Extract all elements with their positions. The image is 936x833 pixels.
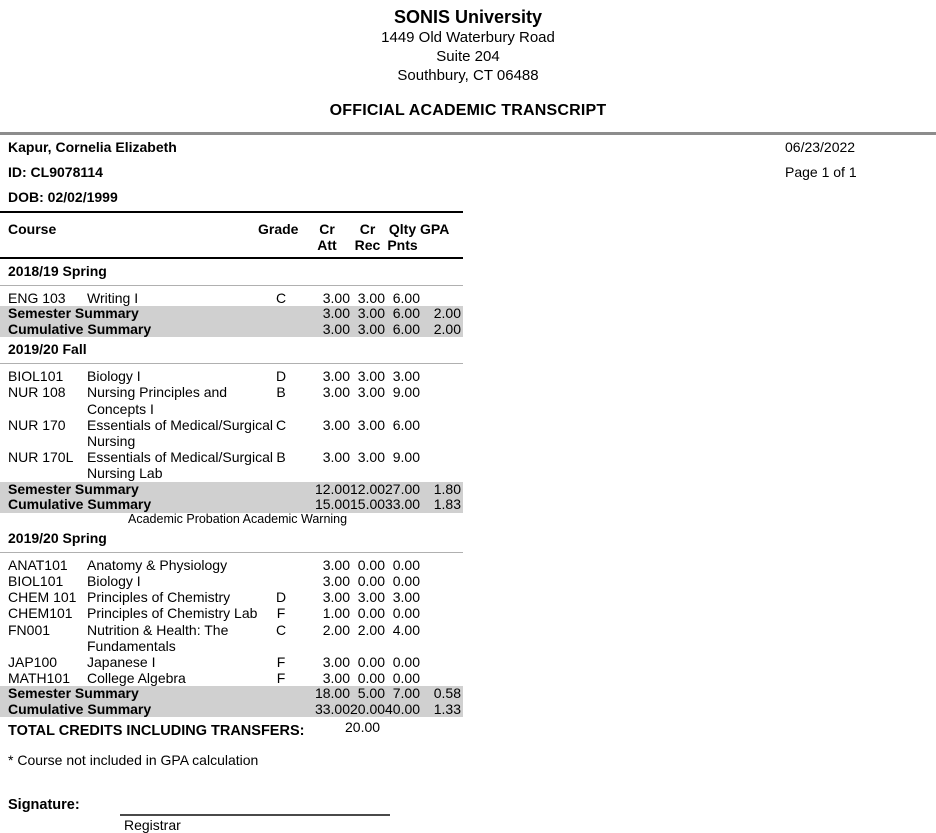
- transcript-table: [0, 211, 463, 833]
- page-indicator: Page 1 of 1: [785, 164, 857, 180]
- course-row: [0, 384, 463, 416]
- gpa-value: [420, 589, 463, 605]
- summary-credit-attempted: 33.00: [314, 700, 350, 717]
- course-code: NUR 170L: [8, 449, 74, 466]
- course-row: [0, 622, 463, 654]
- student-id: ID: CL9078114: [8, 164, 103, 180]
- credit-attempted: 3.00: [322, 573, 350, 590]
- course-title: [80, 654, 258, 670]
- table-header-row: [0, 213, 463, 259]
- course-row: [0, 573, 463, 589]
- course-grade: [258, 573, 304, 589]
- course-title-line: Anatomy & Physiology: [87, 556, 228, 573]
- summary-credit-attempted: 12.00: [314, 480, 350, 497]
- summary-credit-received: 3.00: [357, 305, 385, 321]
- course-grade: F: [276, 670, 286, 687]
- course-title-line: College Algebra: [87, 670, 186, 687]
- course-code: ANAT101: [8, 556, 68, 573]
- total-credits-row: [0, 719, 463, 740]
- column-header-cr-att: Cr Att: [317, 221, 337, 254]
- student-name: Kapur, Cornelia Elizabeth: [8, 139, 177, 155]
- document-title: OFFICIAL ACADEMIC TRANSCRIPT: [329, 102, 607, 119]
- course-title-line: Biology I: [87, 368, 141, 385]
- gpa-value: [420, 384, 463, 416]
- course-code: NUR 108: [8, 384, 66, 401]
- credit-attempted: 3.00: [322, 589, 350, 606]
- course-grade: C: [275, 289, 287, 306]
- signature-role: Registrar: [124, 817, 181, 833]
- summary-label: Semester Summary: [8, 685, 139, 702]
- quality-points: 3.00: [392, 368, 420, 385]
- semester-summary-row: [0, 686, 463, 702]
- gpa-footnote: * Course not included in GPA calculation: [8, 752, 259, 769]
- summary-gpa: 1.80: [433, 480, 461, 497]
- course-title: [80, 384, 258, 416]
- summary-gpa: 1.33: [433, 700, 461, 717]
- course-title-line: Nursing Principles and: [87, 384, 228, 401]
- summary-credit-received: 5.00: [357, 685, 385, 702]
- signature-line: [120, 814, 390, 816]
- address-line-1: 1449 Old Waterbury Road: [381, 29, 555, 46]
- credit-attempted: 3.00: [322, 449, 350, 466]
- course-grade: F: [276, 654, 286, 671]
- gpa-value: [420, 557, 463, 573]
- quality-points: 0.00: [392, 670, 420, 687]
- credit-received: 3.00: [357, 589, 385, 606]
- gpa-value: [420, 368, 463, 384]
- gpa-value: [420, 654, 463, 670]
- course-code: ENG 103: [8, 289, 66, 306]
- column-header-qlty-pnts: Qlty Pnts: [387, 221, 418, 254]
- credit-received: 3.00: [357, 289, 385, 306]
- course-title-line: Essentials of Medical/Surgical: [87, 449, 273, 466]
- column-header-gpa: GPA: [420, 221, 450, 237]
- section-title: 2019/20 Fall: [8, 341, 87, 357]
- course-row: [0, 605, 463, 621]
- student-info: [8, 139, 177, 214]
- course-grade: D: [275, 589, 287, 606]
- course-row: [0, 290, 463, 306]
- course-code: BIOL101: [8, 368, 64, 385]
- course-title: [80, 670, 258, 686]
- course-title-line: Essentials of Medical/Surgical: [87, 416, 273, 433]
- course-title: [80, 368, 258, 384]
- course-row: [0, 368, 463, 384]
- semester-summary-row: [0, 482, 463, 498]
- summary-credit-attempted: 3.00: [322, 305, 350, 321]
- course-title-line: Principles of Chemistry: [87, 589, 231, 606]
- course-title-line: Nursing Lab: [87, 465, 163, 482]
- credit-attempted: 3.00: [322, 556, 350, 573]
- signature-block: [0, 797, 463, 833]
- quality-points: 0.00: [392, 573, 420, 590]
- course-grade: C: [275, 416, 287, 433]
- course-title: [80, 622, 258, 654]
- credit-attempted: 3.00: [322, 654, 350, 671]
- credit-received: 0.00: [357, 605, 385, 622]
- cumulative-summary-row: [0, 322, 463, 338]
- cumulative-summary-row: [0, 702, 463, 718]
- course-title-line: Nutrition & Health: The: [87, 621, 229, 638]
- course-grade: C: [275, 621, 287, 638]
- summary-gpa: 0.58: [433, 685, 461, 702]
- section-title: 2018/19 Spring: [8, 262, 107, 279]
- credit-attempted: 3.00: [322, 670, 350, 687]
- section-title: 2019/20 Spring: [8, 529, 107, 546]
- credit-received: 3.00: [357, 384, 385, 401]
- course-row: [0, 417, 463, 449]
- section-rows: [0, 364, 463, 512]
- address-line-3: Southbury, CT 06488: [397, 67, 539, 84]
- school-name: SONIS University: [393, 7, 543, 27]
- summary-quality-points: 27.00: [385, 480, 421, 497]
- course-code: CHEM101: [8, 605, 73, 622]
- summary-credit-attempted: 3.00: [322, 320, 350, 337]
- course-title-line: Principles of Chemistry Lab: [87, 605, 258, 622]
- course-title-line: Concepts I: [87, 400, 154, 417]
- credit-attempted: 1.00: [322, 605, 350, 622]
- course-row: [0, 557, 463, 573]
- course-code: NUR 170: [8, 416, 66, 433]
- summary-quality-points: 33.00: [385, 496, 421, 513]
- course-row: [0, 589, 463, 605]
- credit-received: 3.00: [357, 449, 385, 466]
- quality-points: 6.00: [392, 416, 420, 433]
- course-grade: F: [276, 605, 286, 622]
- course-title: [80, 449, 273, 482]
- address-line-2: Suite 204: [436, 48, 500, 65]
- credit-attempted: 2.00: [322, 621, 350, 638]
- summary-credit-attempted: 15.00: [314, 496, 350, 513]
- credit-attempted: 3.00: [322, 368, 350, 385]
- summary-quality-points: 6.00: [392, 320, 420, 337]
- meta-info: [785, 139, 857, 189]
- summary-gpa: 2.00: [433, 320, 461, 337]
- header-divider-rule: [0, 132, 936, 135]
- column-header-course: Course: [8, 221, 57, 237]
- summary-quality-points: 40.00: [385, 700, 421, 717]
- gpa-value: [420, 622, 463, 654]
- course-row: [0, 670, 463, 686]
- course-title-line: Nursing: [87, 433, 136, 450]
- quality-points: 9.00: [392, 449, 420, 466]
- summary-credit-received: 15.00: [350, 496, 386, 513]
- course-title-line: Japanese I: [87, 654, 156, 671]
- quality-points: 9.00: [392, 384, 420, 401]
- summary-label: Cumulative Summary: [8, 496, 152, 513]
- course-title: [80, 557, 258, 573]
- quality-points: 0.00: [392, 605, 420, 622]
- summary-credit-received: 20.00: [350, 700, 386, 717]
- summary-gpa: 2.00: [433, 305, 461, 321]
- course-title: [80, 573, 258, 589]
- course-grade: B: [276, 384, 286, 401]
- gpa-value: [420, 605, 463, 621]
- summary-label: Cumulative Summary: [8, 320, 152, 337]
- total-credits-label: TOTAL CREDITS INCLUDING TRANSFERS:: [8, 723, 305, 740]
- column-header-grade: Grade: [258, 221, 299, 237]
- course-row: [0, 654, 463, 670]
- course-grade: B: [276, 449, 286, 466]
- summary-gpa: 1.83: [433, 496, 461, 513]
- credit-attempted: 3.00: [322, 384, 350, 401]
- academic-standing-note: Academic Probation Academic Warning: [128, 511, 348, 526]
- course-code: BIOL101: [8, 573, 64, 590]
- quality-points: 3.00: [392, 589, 420, 606]
- course-title: [80, 589, 258, 605]
- summary-quality-points: 7.00: [392, 685, 420, 702]
- gpa-value: [420, 670, 463, 686]
- summary-label: Semester Summary: [8, 480, 139, 497]
- gpa-value: [420, 573, 463, 589]
- summary-quality-points: 6.00: [392, 305, 420, 321]
- credit-attempted: 3.00: [322, 416, 350, 433]
- course-grade: [258, 557, 304, 573]
- credit-received: 0.00: [357, 670, 385, 687]
- credit-received: 3.00: [357, 368, 385, 385]
- credit-received: 2.00: [357, 621, 385, 638]
- course-code: CHEM 101: [8, 589, 77, 606]
- quality-points: 0.00: [392, 556, 420, 573]
- credit-attempted: 3.00: [322, 289, 350, 306]
- document-header: [0, 7, 936, 120]
- summary-credit-received: 12.00: [350, 480, 386, 497]
- course-code: MATH101: [8, 670, 70, 687]
- course-title: [80, 290, 258, 306]
- course-title: [80, 605, 258, 621]
- credit-received: 0.00: [357, 654, 385, 671]
- summary-credit-received: 3.00: [357, 320, 385, 337]
- course-title-line: Biology I: [87, 573, 141, 590]
- course-grade: D: [275, 368, 287, 385]
- section-rows: [0, 553, 463, 718]
- quality-points: 0.00: [392, 654, 420, 671]
- course-title: [80, 416, 273, 450]
- section-rows: [0, 286, 463, 337]
- gpa-value: [420, 290, 463, 306]
- summary-label: Semester Summary: [8, 305, 139, 321]
- course-code: FN001: [8, 621, 51, 638]
- quality-points: 4.00: [392, 621, 420, 638]
- course-title-line: Writing I: [87, 289, 139, 306]
- summary-credit-attempted: 18.00: [314, 685, 350, 702]
- cumulative-summary-row: [0, 497, 463, 513]
- transcript-date: 06/23/2022: [785, 139, 856, 155]
- total-credits-value: 20.00: [345, 719, 381, 736]
- summary-label: Cumulative Summary: [8, 700, 152, 717]
- signature-label: Signature:: [8, 797, 80, 814]
- gpa-value: [420, 449, 463, 481]
- quality-points: 6.00: [392, 289, 420, 306]
- student-dob: DOB: 02/02/1999: [8, 189, 118, 205]
- course-code: JAP100: [8, 654, 58, 671]
- credit-received: 3.00: [357, 416, 385, 433]
- course-title-line: Fundamentals: [87, 637, 176, 654]
- semester-summary-row: [0, 306, 463, 322]
- transcript-sections: [0, 263, 463, 718]
- column-header-cr-rec: Cr Rec: [354, 221, 381, 254]
- credit-received: 0.00: [357, 573, 385, 590]
- credit-received: 0.00: [357, 556, 385, 573]
- course-row: [0, 449, 463, 481]
- gpa-value: [420, 417, 463, 449]
